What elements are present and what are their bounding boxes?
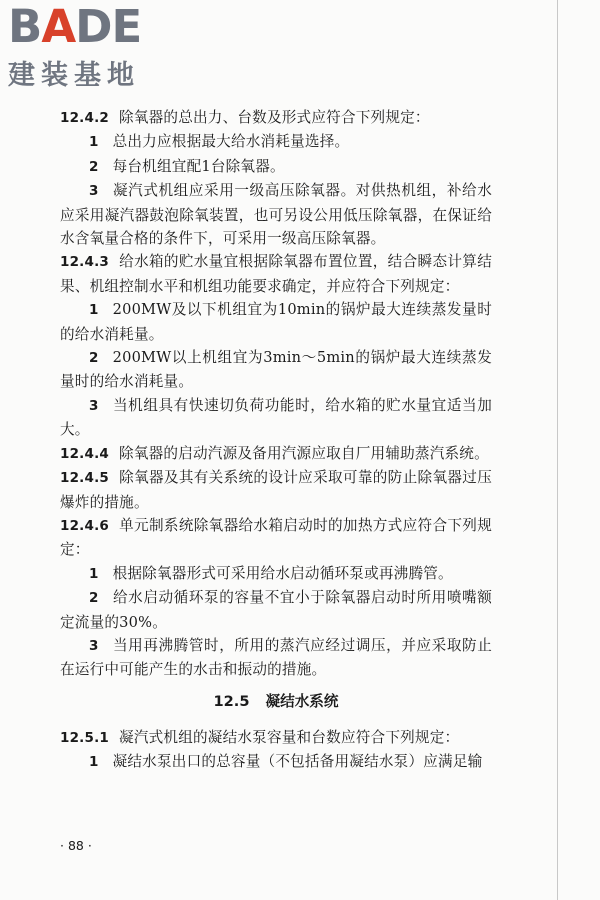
section-number: 12.5: [213, 692, 250, 710]
clause-text: 除氧器的启动汽源及备用汽源应取自厂用辅助蒸汽系统。: [119, 444, 489, 462]
logo-mark-prefix: B: [8, 0, 42, 53]
item-text: 凝汽式机组应采用一级高压除氧器。对供热机组，补给水应采用凝汽器鼓泡除氧装置，也可另设公用低压除氧器，在保证给水含氧量合格的条件下，可采用一级高压除氧器。: [60, 182, 492, 248]
item-number: 1: [89, 754, 99, 771]
clause-number: 12.5.1: [60, 729, 110, 746]
clause-number: 12.4.6: [60, 517, 110, 534]
list-item: [60, 562, 492, 586]
list-item: [60, 750, 492, 774]
clause-paragraph: [60, 250, 492, 298]
logo-subtitle: 建装基地: [8, 60, 140, 91]
item-number: 3: [89, 397, 99, 414]
clause-number: 12.4.5: [60, 470, 110, 487]
item-number: 1: [89, 302, 99, 319]
list-item: [60, 298, 492, 346]
clause-text: 除氧器的总出力、台数及形式应符合下列规定：: [119, 109, 430, 126]
item-number: 3: [89, 637, 99, 654]
clause-paragraph: [60, 106, 492, 130]
clause-paragraph: [60, 514, 492, 562]
item-text: 给水启动循环泵的容量不宜小于除氧器启动时所用喷嘴额定流量的30%。: [60, 589, 492, 631]
clauses-12-4: [60, 106, 492, 682]
clause-paragraph: [60, 466, 492, 514]
item-text: 当用再沸腾管时，所用的蒸汽应经过调压，并应采取防止在运行中可能产生的水击和振动的措施。: [60, 636, 492, 679]
item-number: 2: [89, 350, 99, 367]
clause-text: 除氧器及其有关系统的设计应采取可靠的防止除氧器过压爆炸的措施。: [60, 469, 492, 511]
clause-number: 12.4.2: [60, 110, 110, 126]
item-number: 1: [89, 134, 99, 151]
logo-mark-suffix: DE: [75, 0, 142, 53]
page-number: · 88 ·: [60, 838, 92, 853]
clause-text: 单元制系统除氧器给水箱启动时的加热方式应符合下列规定：: [60, 516, 492, 559]
item-number: 1: [89, 565, 99, 582]
clause-paragraph: [60, 442, 492, 466]
clause-number: 12.4.3: [60, 254, 110, 271]
item-text: 200MW及以下机组宜为10min的锅炉最大连续蒸发量时的给水消耗量。: [60, 301, 492, 343]
section-heading: [60, 690, 492, 714]
list-item: [60, 179, 492, 250]
item-text: 每台机组宜配1台除氧器。: [112, 157, 285, 175]
list-item: [60, 634, 492, 682]
item-text: 根据除氧器形式可采用给水启动循环泵或再沸腾管。: [112, 564, 453, 582]
clause-number: 12.4.4: [60, 445, 110, 462]
item-text: 凝结水泵出口的总容量（不包括备用凝结水泵）应满足输: [112, 753, 483, 771]
clauses-12-5: [60, 726, 492, 775]
clause-paragraph: [60, 726, 492, 750]
clause-text: 给水箱的贮水量宜根据除氧器布置位置，结合瞬态计算结果、机组控制水平和机组功能要求确定，并应符合下列规定：: [60, 253, 492, 295]
logo-wordmark: [8, 2, 178, 54]
list-item: [60, 130, 492, 154]
list-item: [60, 155, 492, 179]
item-text: 总出力应根据最大给水消耗量选择。: [112, 133, 350, 151]
clause-text: 凝汽式机组的凝结水泵容量和台数应符合下列规定：: [119, 728, 460, 746]
bade-logo: [8, 2, 178, 97]
list-item: [60, 346, 492, 394]
page-edge-rule: [557, 0, 558, 900]
item-text: 200MW以上机组宜为3min～5min的锅炉最大连续蒸发量时的给水消耗量。: [60, 349, 492, 391]
item-text: 当机组具有快速切负荷功能时，给水箱的贮水量宜适当加大。: [60, 396, 492, 439]
logo-mark-accent: A: [41, 0, 76, 53]
item-number: 2: [89, 590, 99, 607]
item-number: 2: [89, 158, 99, 175]
list-item: [60, 394, 492, 442]
section-title: 凝结水系统: [265, 692, 339, 710]
item-number: 3: [89, 183, 99, 200]
list-item: [60, 586, 492, 634]
document-body: [60, 106, 492, 775]
